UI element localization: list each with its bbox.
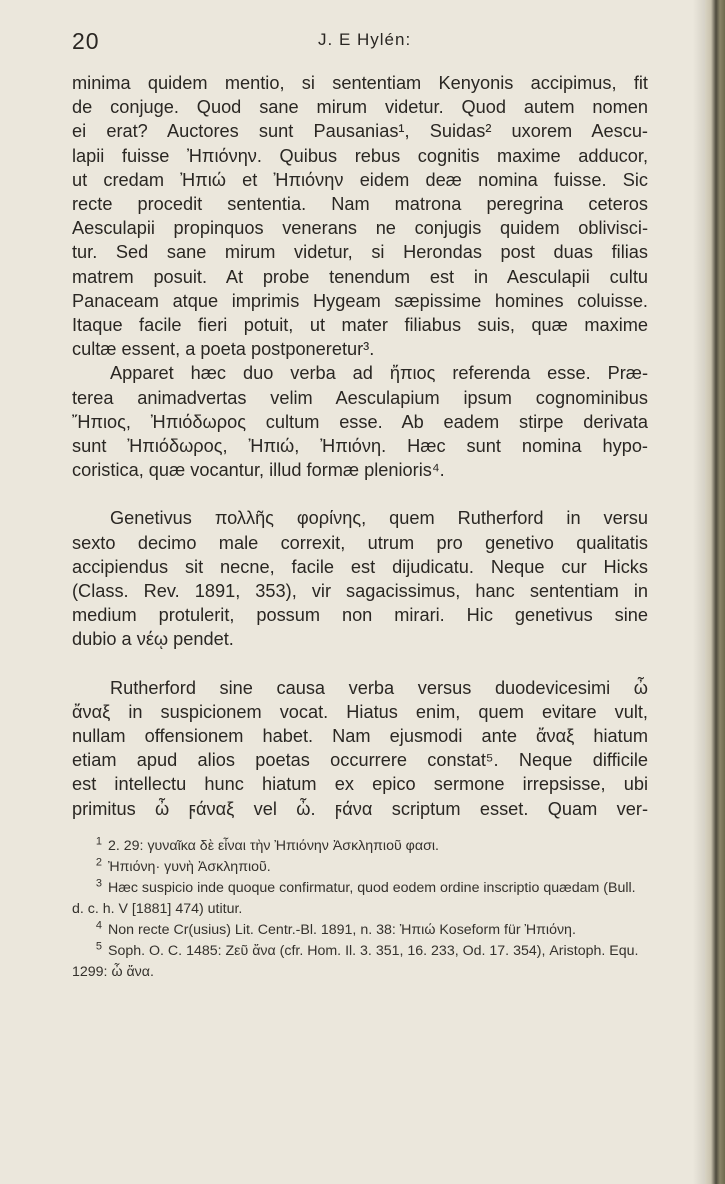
footnote [72, 920, 648, 941]
running-head: J. E Hylén: [318, 30, 412, 49]
text-line: ut credam Ἠπιώ et Ἠπιόνην eidem deæ nomina fuisse. Sic [72, 169, 648, 190]
text-line: dubio a νέῳ pendet. [72, 629, 234, 650]
text-line: (Class. Rev. 1891, 353), vir sagacissimus, hanc sententiam in [72, 581, 648, 602]
footnote [72, 836, 648, 857]
text-line: terea animadvertas velim Aesculapium ipsum cognominibus [72, 387, 648, 408]
text-line: medium protulerit, possum non mirari. Hic genetivus sine [72, 605, 648, 626]
text-line: matrem posuit. At probe tenendum est in Aesculapii cultu [72, 266, 648, 287]
paragraph-2 [72, 361, 648, 482]
text-line: Rutherford sine causa verba versus duodevicesimi ὦ [110, 677, 648, 698]
text-line: primitus ὦ ϝάναξ vel ὦ. ϝάνα scriptum esset. Quam ver- [72, 798, 648, 819]
paragraph-4 [72, 676, 648, 821]
text-line: etiam apud alios poetas occurrere constat⁵. Neque difficile [72, 750, 648, 771]
book-edge [705, 0, 725, 1184]
text-line: accipiendus sit necne, facile est dijudicatu. Neque cur Hicks [72, 556, 648, 577]
footnote-number: 5 [95, 940, 102, 953]
footnote-text: 2. 29: γυναῖκα δὲ εἶναι τὴν Ἠπιόνην Ἀσκληπιοῦ φασι. [108, 838, 439, 854]
footnote-number: 3 [95, 877, 102, 890]
footnote-text: Hæc suspicio inde quoque confirmatur, quod eodem ordine inscriptio quædam (Bull. d. c. h. V [1881] 474) utitur. [72, 880, 636, 917]
footnote-number: 4 [95, 919, 102, 932]
text-line: tur. Sed sane mirum videtur, si Herondas post duas filias [72, 242, 648, 263]
footnote [72, 878, 648, 920]
text-line: recte procedit sententia. Nam matrona peregrina ceteros [72, 194, 648, 215]
footnote [72, 941, 648, 983]
text-line: Apparet hæc duo verba ad ἤπιος referenda esse. Præ- [110, 363, 648, 384]
main-text [72, 71, 648, 821]
footnote-number: 2 [95, 856, 102, 869]
text-line: de conjuge. Quod sane mirum videtur. Quod autem nomen [72, 97, 648, 118]
text-line: est intellectu hunc hiatum ex epico sermone irrepsisse, ubi [72, 774, 648, 795]
text-line: Genetivus πολλῆς φορίνης, quem Rutherford in versu [110, 508, 648, 529]
page-gutter-shadow [693, 0, 705, 1184]
paragraph-1 [72, 71, 648, 361]
page-header [72, 28, 672, 58]
footnote-text: Ἠπιόνη· γυνὴ Ἀσκληπιοῦ. [108, 859, 271, 875]
footnote-number: 1 [95, 835, 102, 848]
text-line: ἄναξ in suspicionem vocat. Hiatus enim, quem evitare vult, [72, 701, 648, 722]
footnote-text: Soph. O. C. 1485: Ζεῦ ἄνα (cfr. Hom. Il. 3. 351, 16. 233, Od. 17. 354), Aristoph. Equ. 1299: ὦ ἄνα. [72, 943, 639, 980]
text-line: ei erat? Auctores sunt Pausanias¹, Suidas² uxorem Aescu- [72, 121, 648, 142]
text-line: sexto decimo male correxit, utrum pro genetivo qualitatis [72, 532, 648, 553]
footnote-text: Non recte Cr(usius) Lit. Centr.-Bl. 1891, n. 38: Ἠπιώ Koseform für Ἠπιόνη. [108, 922, 576, 938]
text-line: coristica, quæ vocantur, illud formæ plenioris⁴. [72, 460, 445, 481]
text-line: Panaceam atque imprimis Hygeam sæpissime homines coluisse. [72, 290, 648, 311]
footnote [72, 857, 648, 878]
text-line: minima quidem mentio, si sententiam Kenyonis accipimus, fit [72, 73, 648, 93]
text-line: nullam offensionem habet. Nam ejusmodi ante ἄναξ hiatum [72, 726, 648, 747]
text-line: Aesculapii propinquos venerans ne conjugis quidem oblivisci- [72, 218, 648, 239]
text-line: Itaque facile fieri potuit, ut mater filiabus suis, quæ maxime [72, 315, 648, 336]
footnotes [72, 836, 648, 983]
page-number: 20 [72, 28, 100, 54]
text-line: sunt Ἠπιόδωρος, Ἠπιώ, Ἠπιόνη. Hæc sunt nomina hypo- [72, 436, 648, 457]
paragraph-3 [72, 506, 648, 651]
text-line: cultæ essent, a poeta postponeretur³. [72, 339, 375, 360]
text-line: Ἤπιος, Ἠπιόδωρος cultum esse. Ab eadem stirpe derivata [72, 411, 648, 432]
text-line: lapii fuisse Ἠπιόνην. Quibus rebus cognitis maxime adducor, [72, 145, 648, 166]
